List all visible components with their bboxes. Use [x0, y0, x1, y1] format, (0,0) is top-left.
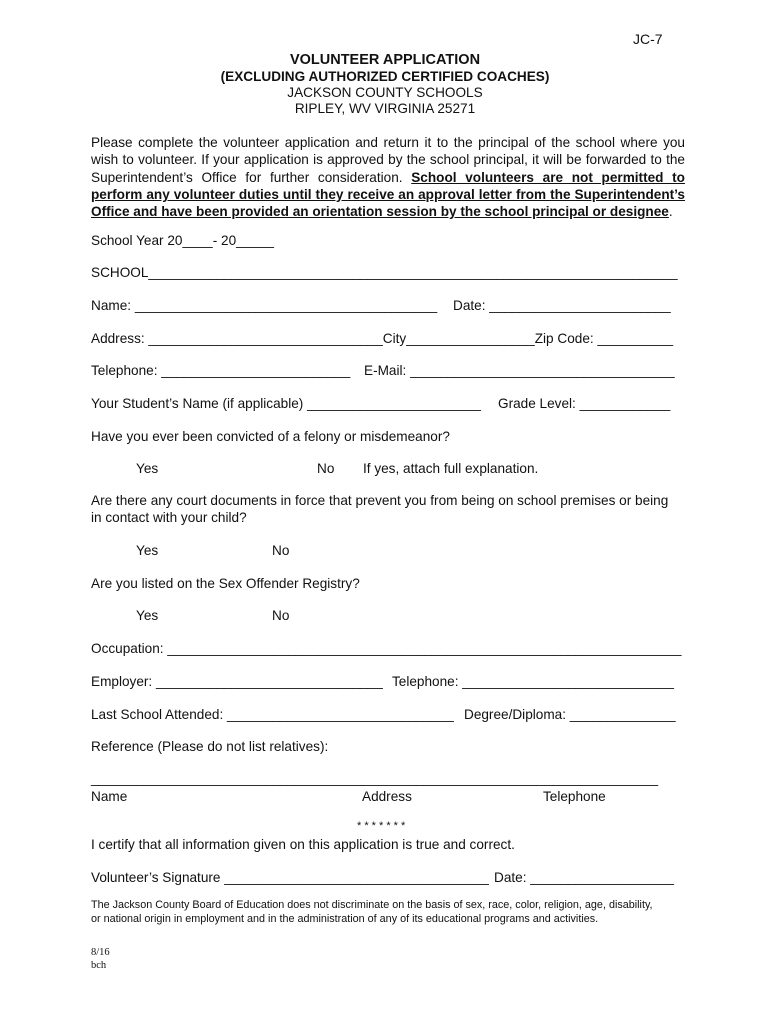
separator-stars: * * * * * * *	[357, 820, 406, 832]
reference-address-label: Address	[362, 789, 412, 804]
name-field[interactable]: Name: ________________________________________	[91, 298, 438, 313]
nondiscrimination-line-1: The Jackson County Board of Education does not discriminate on the basis of sex, race, color, religion, age, disability,	[91, 899, 653, 911]
reference-label: Reference (Please do not list relatives):	[91, 739, 329, 754]
employer-telephone-field[interactable]: Telephone: ____________________________	[392, 674, 674, 689]
email-field[interactable]: E-Mail: ___________________________________	[364, 363, 675, 378]
registry-no-option[interactable]: No	[272, 608, 290, 623]
form-code: JC-7	[633, 31, 663, 47]
instructions-emphasis: School volunteers are not permitted to perform any volunteer duties until they receive an approval letter from the Superintendent’s Office and have been provided an orientation session by the school principal or designee	[91, 169, 685, 220]
signature-date-field[interactable]: Date: ___________________	[494, 870, 674, 885]
reference-name-label: Name	[91, 789, 128, 804]
felony-note: If yes, attach full explanation.	[363, 461, 539, 476]
signature-field[interactable]: Volunteer’s Signature ___________________________________	[91, 870, 489, 885]
last-school-field[interactable]: Last School Attended: ______________________________	[91, 707, 454, 722]
felony-question: Have you ever been convicted of a felony or misdemeanor?	[91, 429, 450, 444]
organization-name: JACKSON COUNTY SCHOOLS	[287, 85, 483, 100]
date-field[interactable]: Date: ________________________	[453, 298, 671, 313]
revision-date: 8/16	[91, 947, 110, 958]
court-yes-option[interactable]: Yes	[136, 543, 159, 558]
student-name-field[interactable]: Your Student’s Name (if applicable) _______________________	[91, 396, 481, 411]
court-no-option[interactable]: No	[272, 543, 290, 558]
degree-field[interactable]: Degree/Diploma: ______________	[464, 707, 676, 722]
page-subtitle: (EXCLUDING AUTHORIZED CERTIFIED COACHES)	[220, 69, 550, 84]
occupation-field[interactable]: Occupation: ____________________________________________________________________	[91, 641, 682, 656]
reference-telephone-label: Telephone	[543, 789, 606, 804]
reference-field[interactable]: ___________________________________________________________________________	[91, 771, 659, 786]
court-question-line-1: Are there any court documents in force that prevent you from being on school premises or being	[91, 493, 669, 508]
employer-field[interactable]: Employer: ______________________________	[91, 674, 383, 689]
organization-address: RIPLEY, WV VIRGINIA 25271	[294, 101, 476, 116]
instructions-paragraph	[91, 134, 685, 220]
instructions-text: Please complete the volunteer application and return it to the principal of the school where you wish to volunteer. If your application is approved by the school principal, it will be forwarded to the Superintendent’s Office for further consideration.	[91, 135, 685, 185]
felony-yes-option[interactable]: Yes	[136, 461, 159, 476]
telephone-field[interactable]: Telephone: _________________________	[91, 363, 351, 378]
court-question-line-2: in contact with your child?	[91, 510, 247, 525]
registry-yes-option[interactable]: Yes	[136, 608, 159, 623]
page-title: VOLUNTEER APPLICATION	[289, 52, 481, 68]
registry-question: Are you listed on the Sex Offender Registry?	[91, 576, 360, 591]
instructions-end: .	[668, 204, 673, 220]
felony-no-option[interactable]: No	[317, 461, 335, 476]
school-field[interactable]: SCHOOL______________________________________________________________________	[91, 265, 678, 280]
grade-level-field[interactable]: Grade Level: ____________	[498, 396, 671, 411]
address-field[interactable]: Address: _______________________________City_________________Zip Code: __________	[91, 331, 674, 346]
author-initials: bch	[91, 960, 107, 971]
certification-statement: I certify that all information given on this application is true and correct.	[91, 837, 515, 852]
nondiscrimination-line-2: or national origin in employment and in the administration of any of its educational programs and activities.	[91, 913, 599, 925]
school-year-field[interactable]: School Year 20____- 20_____	[91, 233, 274, 248]
